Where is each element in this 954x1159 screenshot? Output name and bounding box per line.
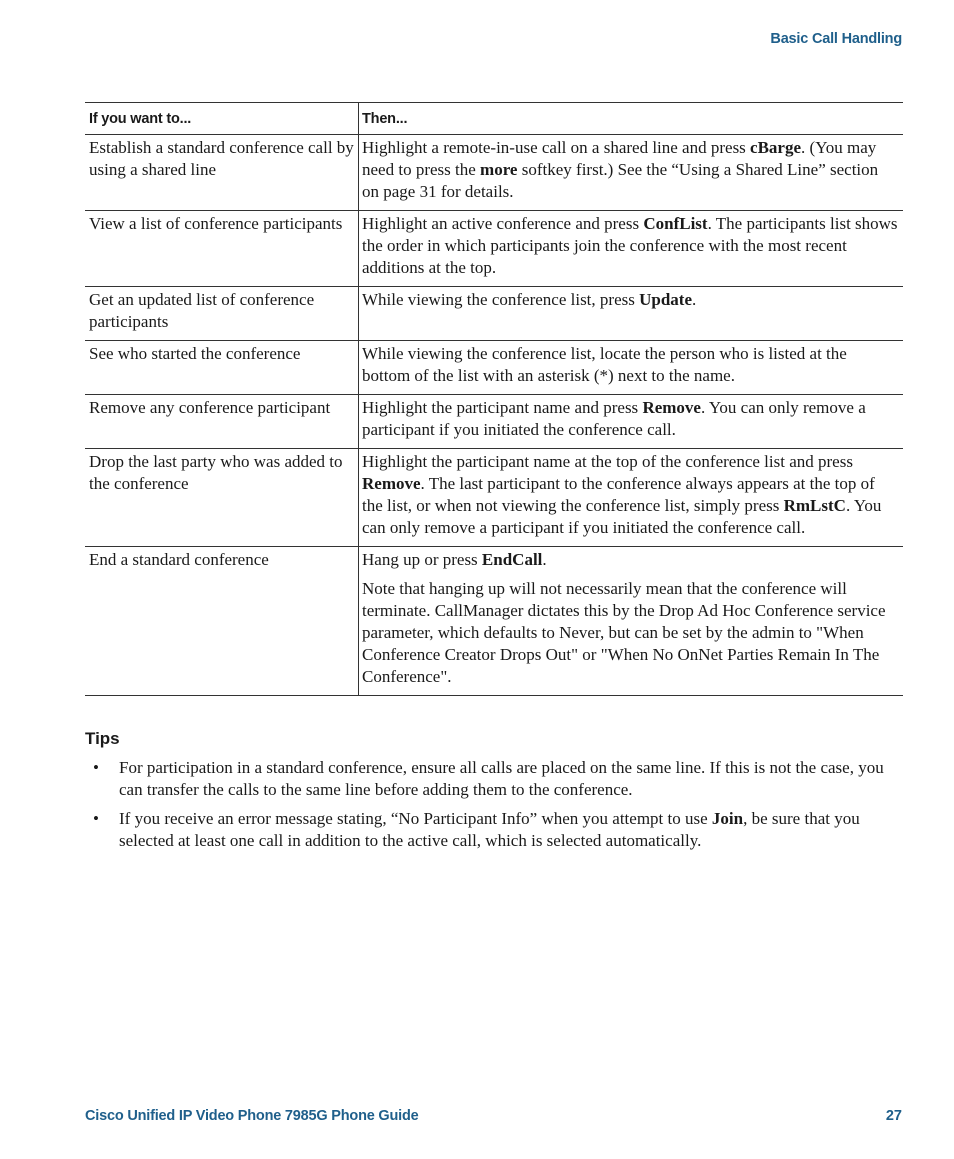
conference-task-table [85,102,903,696]
task-cell: Establish a standard conference call by using a shared line [85,135,359,211]
page-number: 27 [885,1108,902,1124]
body-text: . The participants list shows the order in which participants join the conference with the most recent additions at the top. [362,214,898,277]
body-text: If you receive an error message stating, “No Participant Info” when you attempt to use [119,809,712,828]
then-paragraph [362,451,899,539]
then-paragraph [362,397,899,441]
then-cell [359,211,904,287]
keyword-text: Remove [642,398,701,417]
then-cell [359,395,904,449]
body-text: . You can only remove a participant if you initiated the conference call. [362,496,882,537]
body-text: . [542,550,547,569]
list-item [85,808,905,852]
then-cell [359,449,904,547]
then-paragraph [362,343,899,387]
then-cell [359,547,904,696]
body-text: . You can only remove a participant if you initiated the conference call. [362,398,866,439]
body-text: Highlight an active conference and press [362,214,644,233]
body-text: Highlight the participant name at the top of the conference list and press [362,452,853,471]
body-text: softkey first.) See the “Using a Shared Line” section on page 31 for details. [362,160,879,201]
body-text: . The last participant to the conference always appears at the top of the list, or when not viewing the conference list, simply press [362,474,875,515]
table-row [85,287,903,341]
body-text: , be sure that you selected at least one call in addition to the active call, which is selected automatically. [119,809,860,850]
task-cell: End a standard conference [85,547,359,696]
table-row [85,395,903,449]
body-text: While viewing the conference list, locate the person who is listed at the bottom of the list with an asterisk (*) next to the name. [362,344,847,385]
list-item [85,757,905,801]
then-cell [359,287,904,341]
keyword-text: EndCall [481,550,543,569]
task-cell: Drop the last party who was added to the conference [85,449,359,547]
table-row [85,547,903,696]
keyword-text: more [480,160,518,179]
body-text: Hang up or press [362,550,482,569]
keyword-text: Update [639,290,693,309]
then-paragraph [362,137,899,203]
then-cell [359,341,904,395]
task-cell: View a list of conference participants [85,211,359,287]
body-text: . [692,290,697,309]
keyword-text: Remove [362,474,421,493]
keyword-text: RmLstC [783,496,846,515]
table-row [85,211,903,287]
body-text: Highlight a remote-in-use call on a shared line and press [362,138,751,157]
body-text: . (You may need to press the [362,138,877,179]
bullet-icon: • [93,758,99,777]
keyword-text: Join [711,809,744,828]
column-header-task: If you want to... [85,103,359,135]
then-paragraph [362,549,899,571]
running-header: Basic Call Handling [770,31,902,47]
then-paragraph [362,213,899,279]
column-header-then: Then... [359,103,904,135]
footer-guide-title: Cisco Unified IP Video Phone 7985G Phone Guide [85,1108,419,1124]
task-cell: See who started the conference [85,341,359,395]
then-cell [359,135,904,211]
then-note: Note that hanging up will not necessarily mean that the conference will terminate. CallManager dictates this by the Drop Ad Hoc Conference service parameter, which defaults to Never, but can be set by the admin to "When Conference Creator Drops Out" or "When No OnNet Parties Remain In The Conference". [362,579,886,686]
then-paragraph [362,289,899,311]
table-row [85,135,903,211]
task-cell: Remove any conference participant [85,395,359,449]
table-row [85,341,903,395]
body-text: While viewing the conference list, press [362,290,640,309]
tips-list [85,757,905,859]
table-header-row [85,103,903,135]
table-body [85,135,903,696]
bullet-icon: • [93,809,99,828]
tips-heading: Tips [85,729,120,748]
body-text: For participation in a standard conference, ensure all calls are placed on the same line. If this is not the case, you can transfer the calls to the same line before adding them to the conference. [119,758,884,799]
body-text: Highlight the participant name and press [362,398,643,417]
keyword-text: ConfList [643,214,708,233]
table-row [85,449,903,547]
keyword-text: cBarge [750,138,802,157]
task-cell: Get an updated list of conference participants [85,287,359,341]
